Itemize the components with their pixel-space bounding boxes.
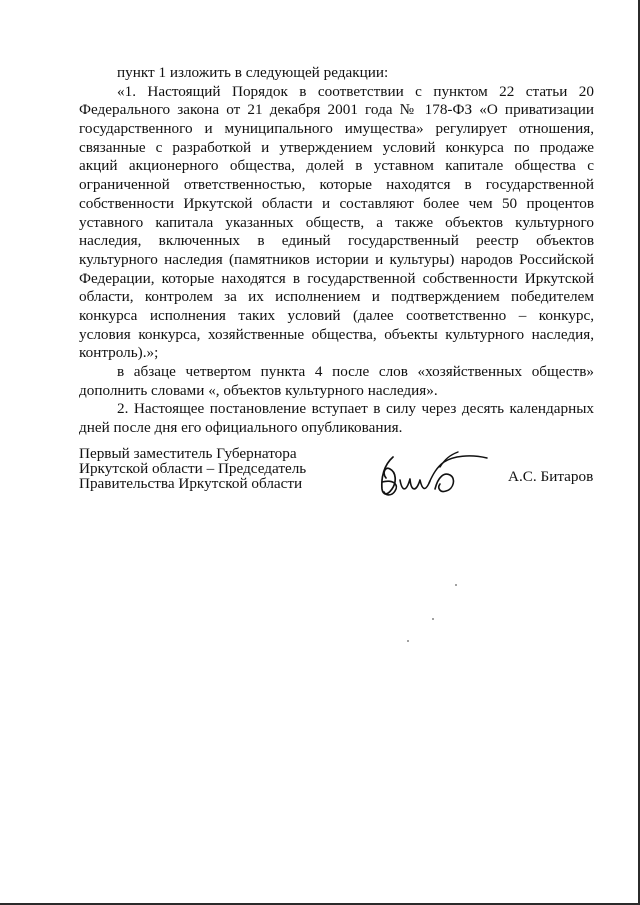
signatory-name: А.С. Битаров — [508, 468, 594, 485]
paragraph-line: области, контролем за их исполнением и подтверждением победителем — [79, 288, 594, 306]
paragraph-line: «1. Настоящий Порядок в соответствии с пунктом 22 статьи 20 — [117, 82, 594, 100]
paragraph-line: связанные с разработкой и утверждением условий конкурса по продаже — [79, 138, 594, 156]
paragraph-line: пункт 1 изложить в следующей редакции: — [117, 64, 389, 81]
paragraph-line: дополнить словами «, объектов культурного наследия». — [79, 381, 438, 399]
scan-speck — [455, 584, 457, 586]
paragraph-amend-point-4 — [79, 363, 594, 400]
scan-speck — [432, 618, 434, 620]
paragraph-line: 2. Настоящее постановление вступает в силу через десять календарных — [117, 400, 594, 418]
signatory-title-line: Иркутской области – Председатель — [79, 460, 307, 477]
paragraph-amend-point-1 — [79, 64, 594, 83]
paragraph-line: контроль).»; — [79, 344, 159, 362]
scan-speck — [407, 640, 409, 642]
signatory-title — [79, 446, 409, 491]
paragraph-line: наследия, включенных в единый государственный реестр объектов — [79, 232, 594, 250]
paragraph-line: в абзаце четвертом пункта 4 после слов «хозяйственных обществ» — [117, 363, 594, 380]
paragraph-line: Федерации, которые находятся в государственной собственности Иркутской — [79, 269, 594, 287]
paragraph-line: Федерального закона от 21 декабря 2001 года № 178-ФЗ «О приватизации — [79, 101, 594, 119]
handwritten-signature — [374, 442, 496, 500]
signatory-title-line: Первый заместитель Губернатора — [79, 445, 297, 462]
paragraph-line: условия конкурса, хозяйственные общества, объекты культурного наследия, — [79, 325, 594, 343]
paragraph-line: культурного наследия (памятников истории и культуры) народов Российской — [79, 250, 594, 268]
paragraph-procedure-text — [79, 83, 594, 363]
paragraph-effective-date — [79, 400, 594, 437]
paragraph-line: дней после дня его официального опубликования. — [79, 419, 403, 437]
paragraph-line: государственного и муниципального имущества» регулирует отношения, — [79, 120, 594, 138]
document-body — [79, 64, 594, 438]
paragraph-line: собственности Иркутской области и составляют более чем 50 процентов — [79, 194, 594, 212]
paragraph-line: ограниченной ответственностью, которые находятся в государственной — [79, 176, 594, 194]
signatory-title-line: Правительства Иркутской области — [79, 475, 303, 492]
paragraph-line: уставного капитала указанных обществ, а также объектов культурного — [79, 213, 594, 231]
paragraph-line: конкурса исполнения таких условий (далее соответственно – конкурс, — [79, 306, 594, 324]
paragraph-line: акций акционерного общества, долей в уставном капитале общества с — [79, 157, 594, 175]
